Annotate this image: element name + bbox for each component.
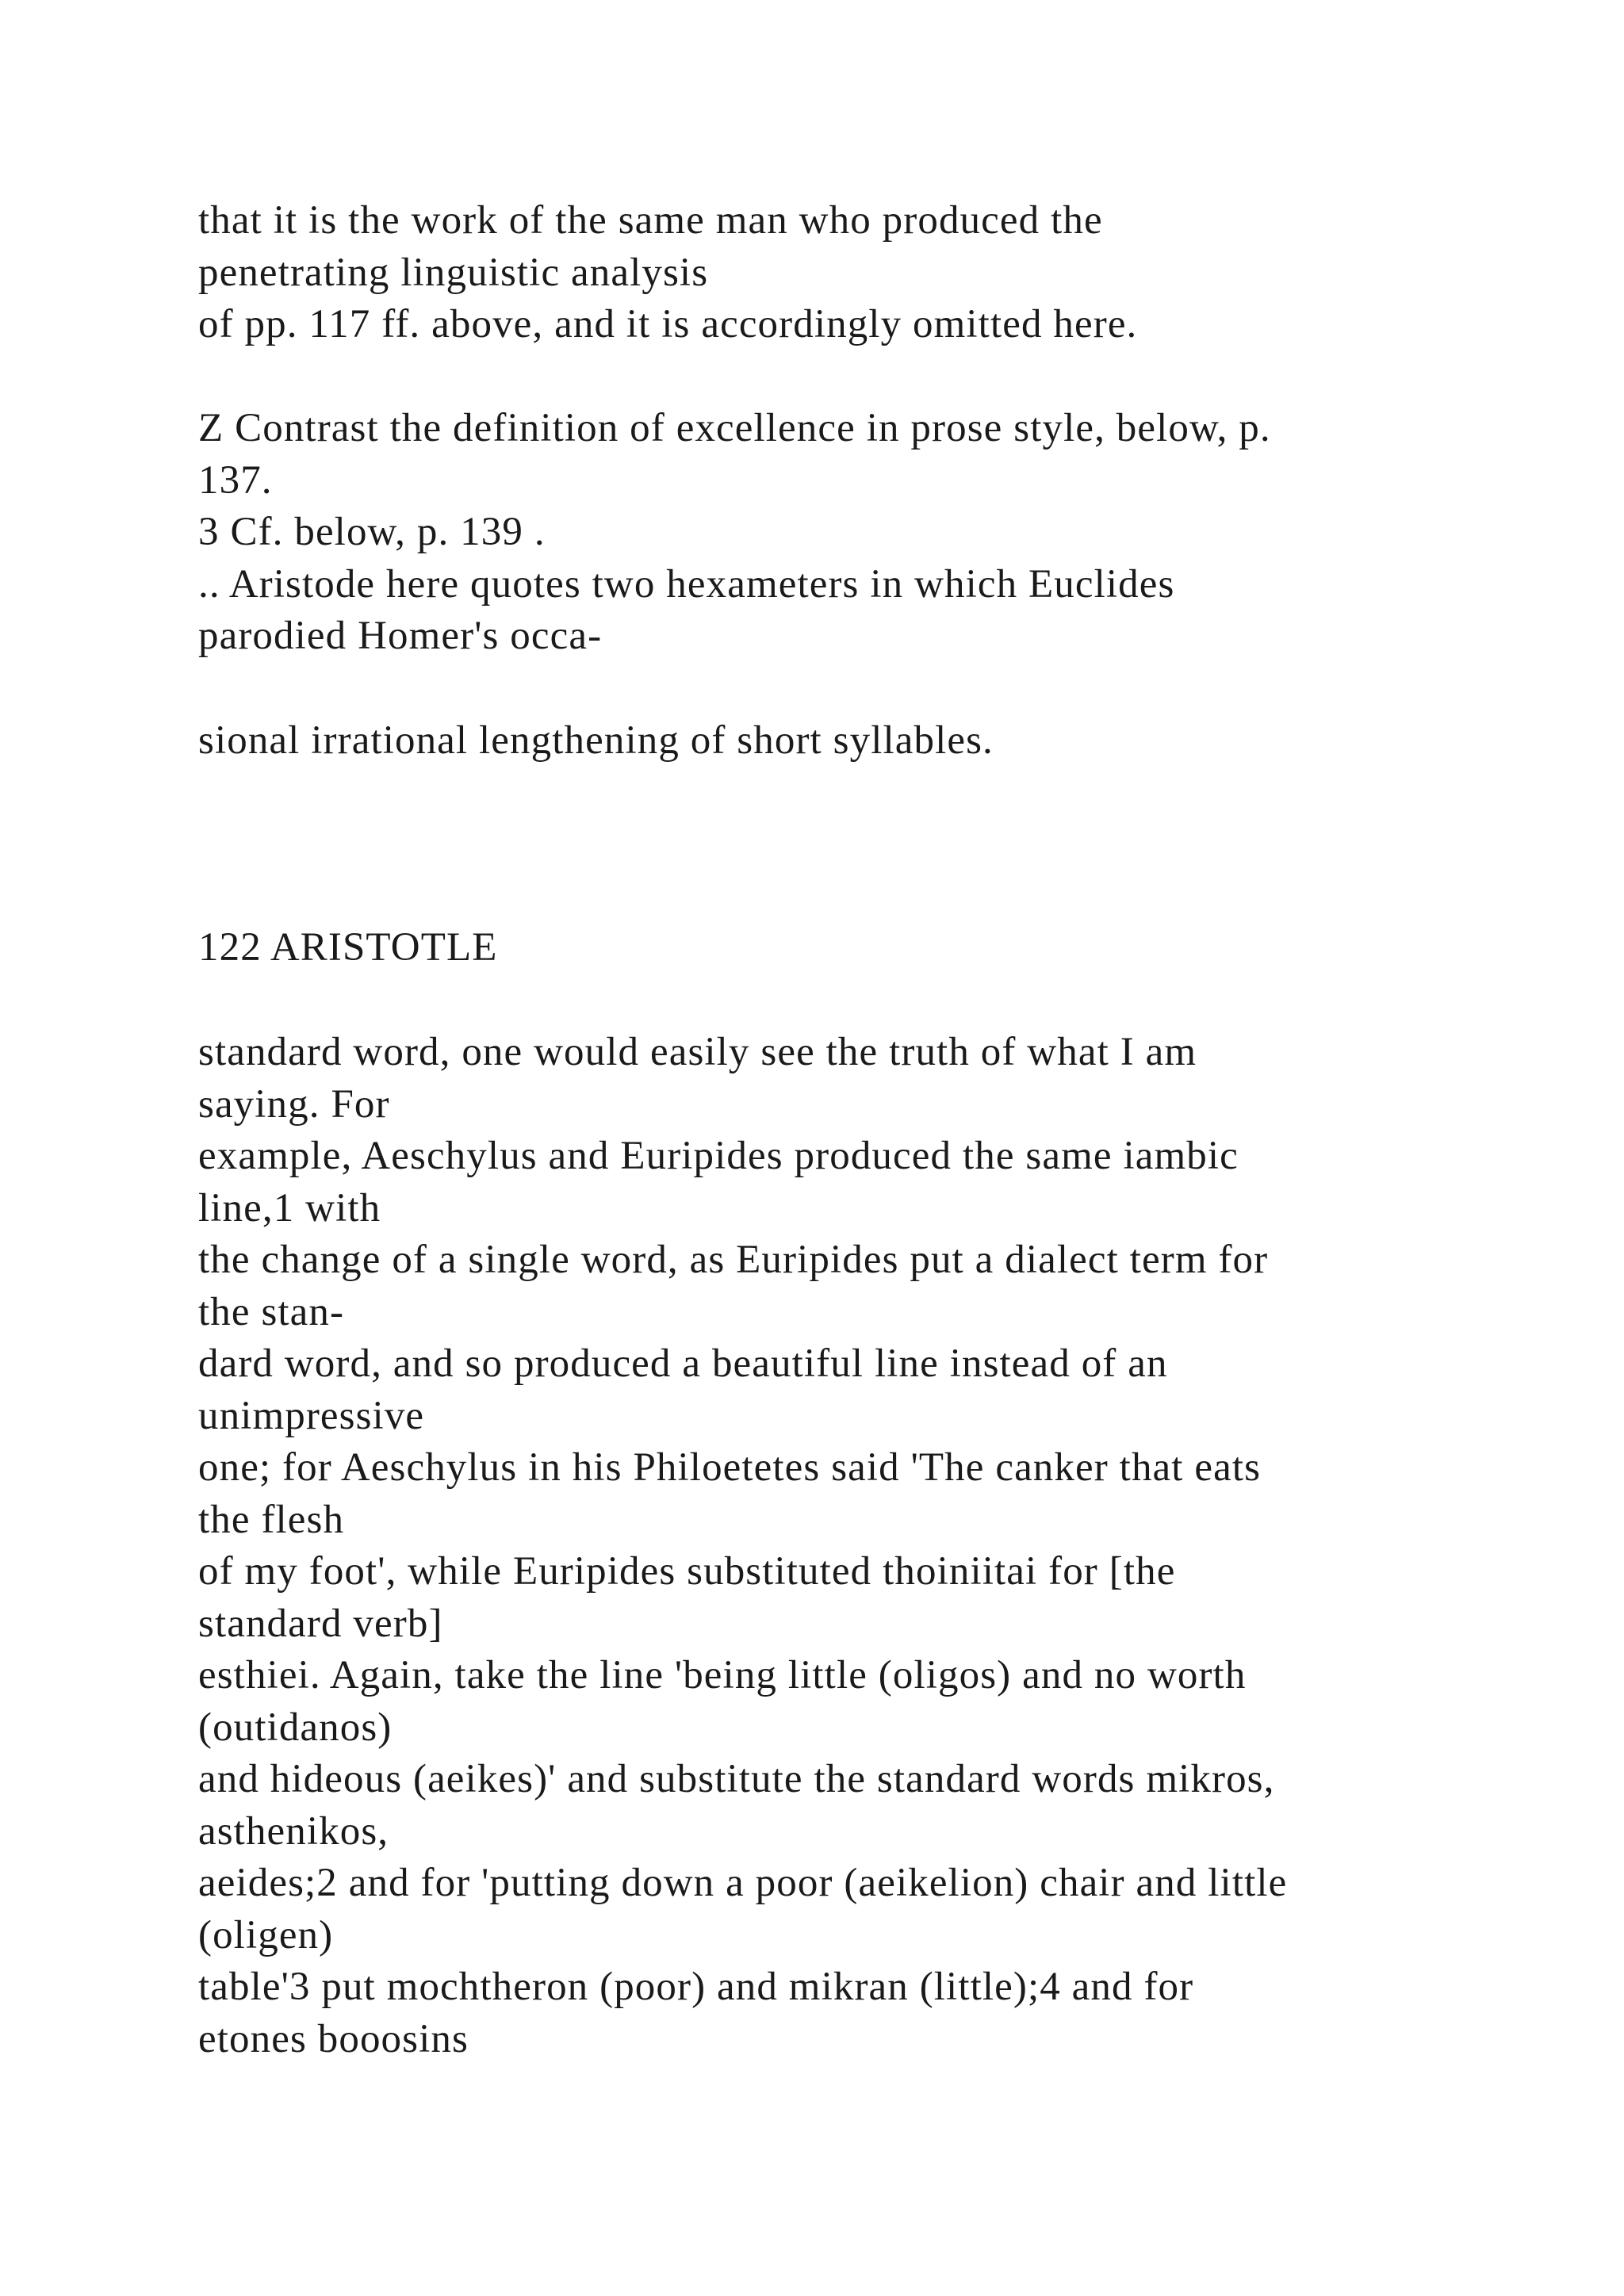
page-header: 122 ARISTOTLE [198, 925, 498, 970]
body-line: the stan- [198, 1289, 345, 1334]
body-line: dard word, and so produced a beautiful line instead of an [198, 1341, 1168, 1386]
footnote-line: .. Aristode here quotes two hexameters in which Euclides [198, 561, 1175, 607]
footnote-line: 3 Cf. below, p. 139 . [198, 510, 546, 554]
body-line: example, Aeschylus and Euripides produced the same iambic [198, 1134, 1239, 1178]
running-header [198, 922, 1546, 974]
body-line: saying. For [198, 1081, 390, 1127]
body-line: etones booosins [198, 2016, 469, 2061]
body-line: standard verb] [198, 1601, 443, 1646]
body-line: one; for Aeschylus in his Philoetetes said 'The canker that eats [198, 1445, 1262, 1490]
text-line: that it is the work of the same man who produced the [198, 198, 1103, 243]
footnote-continuation [198, 195, 1546, 351]
body-text [198, 1027, 1546, 2065]
footnote-end [198, 715, 1546, 767]
body-line: standard word, one would easily see the truth of what I am [198, 1030, 1197, 1074]
body-line: (outidanos) [198, 1705, 393, 1750]
footnote-line: 137. [198, 457, 273, 503]
footnotes [198, 403, 1546, 663]
body-line: unimpressive [198, 1393, 425, 1438]
footnote-line: parodied Homer's occa- [198, 614, 603, 658]
body-line: table'3 put mochtheron (poor) and mikran (little);4 and for [198, 1965, 1194, 2009]
body-line: esthiei. Again, take the line 'being little (oligos) and no worth [198, 1653, 1247, 1697]
body-line: and hideous (aeikes)' and substitute the standard words mikros, [198, 1757, 1275, 1801]
body-line: line,1 with [198, 1185, 381, 1230]
body-line: aeides;2 and for 'putting down a poor (aeikelion) chair and little [198, 1861, 1288, 1905]
body-line: the change of a single word, as Euripides put a dialect term for [198, 1238, 1269, 1282]
body-line: the flesh [198, 1497, 345, 1542]
text-line: penetrating linguistic analysis [198, 250, 709, 295]
footnote-line: Z Contrast the definition of excellence in prose style, below, p. [198, 406, 1271, 450]
footnote-line: sional irrational lengthening of short syllables. [198, 718, 994, 763]
body-line: of my foot', while Euripides substituted thoiniitai for [the [198, 1549, 1176, 1594]
body-line: (oligen) [198, 1912, 334, 1957]
text-line: of pp. 117 ff. above, and it is accordingly omitted here. [198, 302, 1138, 346]
body-line: asthenikos, [198, 1808, 389, 1854]
